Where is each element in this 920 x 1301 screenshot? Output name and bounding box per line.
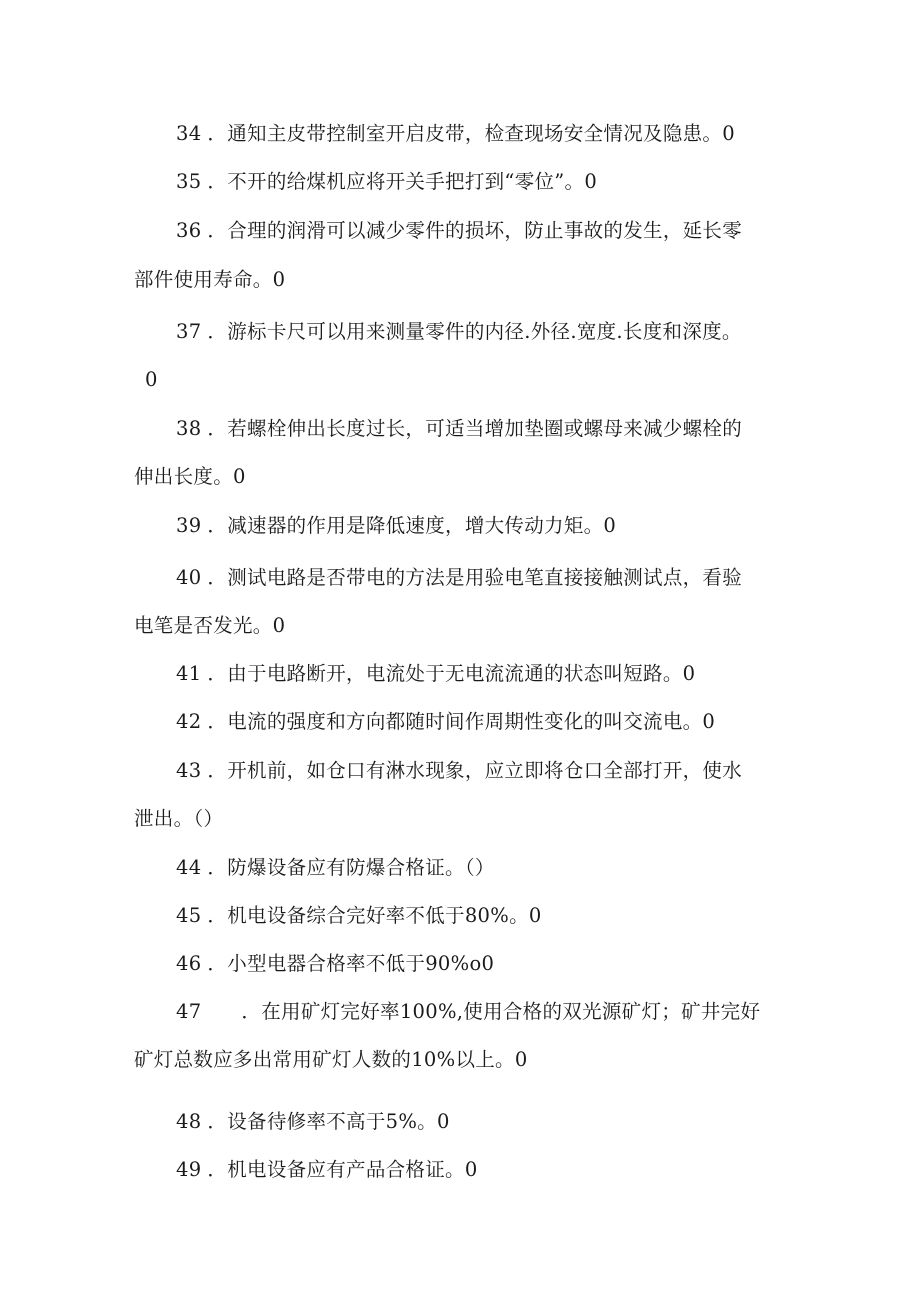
item-47-line-1 [176, 1000, 760, 1024]
item-35-line-1 [176, 170, 597, 194]
item-text: ．若螺栓伸出长度过长，可适当增加垫圈或螺母来减少螺栓的 [207, 417, 743, 440]
item-39-line-1 [176, 514, 616, 538]
item-38-line-1 [176, 417, 742, 441]
item-number: 37 [176, 320, 202, 343]
item-42-line-1 [176, 710, 715, 734]
item-number: 39 [176, 514, 202, 537]
item-44-line-1 [176, 856, 495, 880]
item-number: 41 [176, 662, 202, 685]
item-text: ．通知主皮带控制室开启皮带，检查现场安全情况及隐患。0 [207, 122, 735, 145]
item-number: 43 [176, 759, 202, 782]
item-45-line-1 [176, 904, 542, 928]
item-36-line-1 [176, 219, 742, 243]
item-40-line-2 [134, 614, 285, 638]
item-text: ．测试电路是否带电的方法是用验电笔直接接触测试点，看验 [207, 566, 743, 589]
item-number: 48 [176, 1110, 202, 1133]
item-number: 35 [176, 170, 202, 193]
item-number: 47 [176, 1000, 202, 1023]
item-number: 49 [176, 1158, 202, 1181]
item-text: ．合理的润滑可以减少零件的损坏，防止事故的发生，延长零 [207, 219, 743, 242]
item-text: ．开机前，如仓口有淋水现象，应立即将仓口全部打开，使水 [207, 759, 743, 782]
item-36-line-2 [134, 268, 285, 292]
item-48-line-1 [176, 1110, 450, 1134]
item-text: ．由于电路断开，电流处于无电流流通的状态叫短路。0 [207, 662, 696, 685]
item-41-line-1 [176, 662, 695, 686]
item-49-line-1 [176, 1158, 478, 1182]
item-text-continued: 0 [145, 368, 158, 391]
item-number: 42 [176, 710, 202, 733]
item-text: ．游标卡尺可以用来测量零件的内径.外径.宽度.长度和深度。 [207, 320, 742, 343]
item-text: ．减速器的作用是降低速度，增大传动力矩。0 [207, 514, 617, 537]
item-text-continued: 部件使用寿命。0 [134, 268, 286, 291]
item-text: ．机电设备应有产品合格证。0 [207, 1158, 478, 1181]
item-text: ．不开的给煤机应将开关手把打到“零位”。0 [207, 170, 598, 193]
item-text: ．电流的强度和方向都随时间作周期性变化的叫交流电。0 [207, 710, 716, 733]
item-text: ．小型电器合格率不低于90%o0 [207, 952, 495, 975]
item-number: 40 [176, 566, 202, 589]
item-text-continued: 电笔是否发光。0 [134, 614, 286, 637]
item-text: ．机电设备综合完好率不低于80%。0 [207, 904, 542, 927]
item-text-continued: 泄出。（） [134, 807, 224, 830]
item-text: ．防爆设备应有防爆合格证。（） [207, 856, 495, 879]
item-number: 34 [176, 122, 202, 145]
item-40-line-1 [176, 566, 742, 590]
item-text-continued: 矿灯总数应多出常用矿灯人数的10%以上。0 [134, 1048, 528, 1071]
item-number: 46 [176, 952, 202, 975]
item-43-line-2 [134, 807, 223, 831]
item-37-line-2 [145, 368, 158, 392]
item-text: ．在用矿灯完好率100%,使用合格的双光源矿灯；矿井完好 [241, 1000, 761, 1023]
item-number: 44 [176, 856, 202, 879]
item-38-line-2 [134, 465, 246, 489]
item-number: 36 [176, 219, 202, 242]
item-text: ．设备待修率不高于5%。0 [207, 1110, 450, 1133]
item-43-line-1 [176, 759, 742, 783]
item-47-line-2 [134, 1048, 528, 1072]
item-34-line-1 [176, 122, 735, 146]
item-37-line-1 [176, 320, 742, 344]
item-text-continued: 伸出长度。0 [134, 465, 246, 488]
item-number: 45 [176, 904, 202, 927]
item-number: 38 [176, 417, 202, 440]
item-46-line-1 [176, 952, 494, 976]
